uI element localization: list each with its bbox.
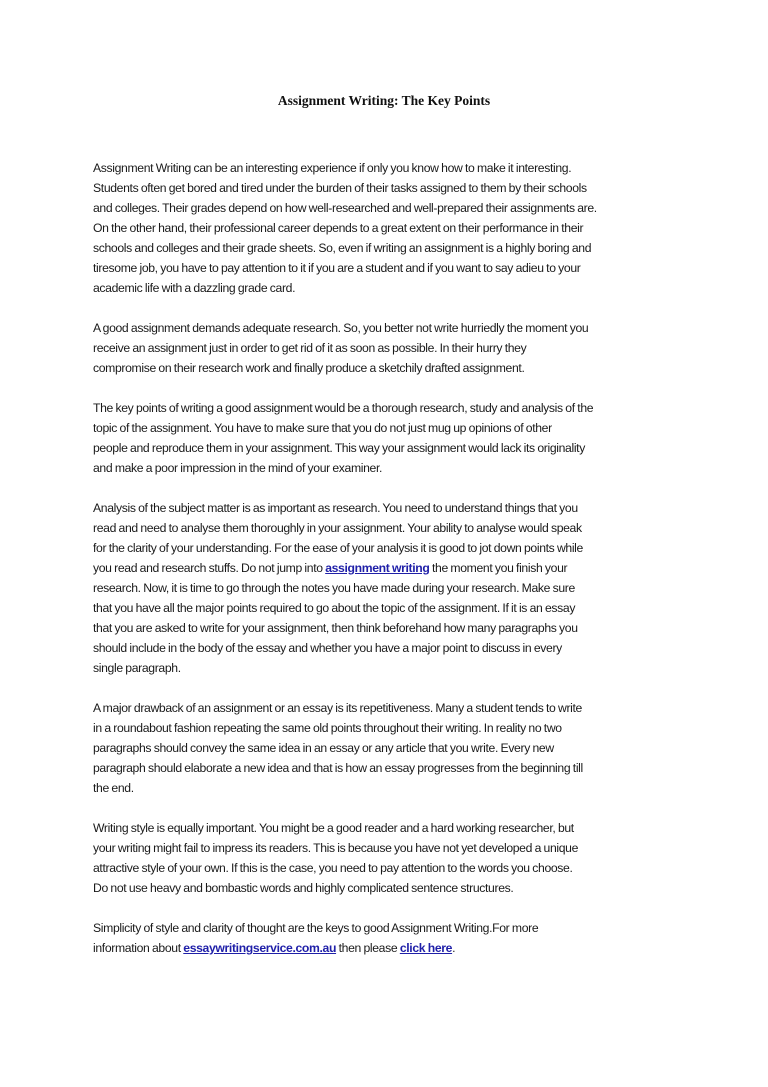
text-line: Analysis of the subject matter is as important as research. You need to understand things that you	[93, 501, 578, 515]
text-line: A good assignment demands adequate research. So, you better not write hurriedly the moment you	[93, 321, 589, 335]
text-line: academic life with a dazzling grade card.	[93, 281, 296, 295]
text-line: in a roundabout fashion repeating the same old points throughout their writing. In reality no two	[93, 721, 562, 735]
text-line: attractive style of your own. If this is the case, you need to pay attention to the words you choose.	[93, 861, 573, 875]
text-fragment: .	[452, 941, 456, 955]
paragraph-intro	[93, 158, 693, 298]
text-fragment: then please	[336, 941, 400, 955]
text-line: Students often get bored and tired under the burden of their tasks assigned to them by their schools	[93, 181, 587, 195]
paragraph-repetitiveness	[93, 698, 693, 798]
text-line: receive an assignment just in order to get rid of it as soon as possible. In their hurry they	[93, 341, 527, 355]
text-line: schools and colleges and their grade sheets. So, even if writing an assignment is a highly boring and	[93, 241, 592, 255]
text-line: people and reproduce them in your assignment. This way your assignment would lack its originality	[93, 441, 585, 455]
text-line: The key points of writing a good assignment would be a thorough research, study and analysis of the	[93, 401, 594, 415]
text-line: research. Now, it is time to go through the notes you have made during your research. Make sure	[93, 581, 575, 595]
text-line: topic of the assignment. You have to make sure that you do not just mug up opinions of other	[93, 421, 552, 435]
document-body	[93, 158, 693, 978]
text-line: compromise on their research work and finally produce a sketchily drafted assignment.	[93, 361, 525, 375]
text-line: that you have all the major points required to go about the topic of the assignment. If it is an essay	[93, 601, 576, 615]
text-line: Writing style is equally important. You might be a good reader and a hard working researcher, but	[93, 821, 574, 835]
paragraph-conclusion	[93, 918, 693, 958]
text-line: tiresome job, you have to pay attention to it if you are a student and if you want to say adieu to your	[93, 261, 581, 275]
text-line: should include in the body of the essay and whether you have a major point to discuss in every	[93, 641, 562, 655]
text-line: Simplicity of style and clarity of thought are the keys to good Assignment Writing.For more	[93, 921, 539, 935]
text-fragment: information about	[93, 941, 184, 955]
text-line: paragraphs should convey the same idea in an essay or any article that you write. Every new	[93, 741, 554, 755]
text-line: and colleges. Their grades depend on how well-researched and well-prepared their assignments are.	[93, 201, 597, 215]
text-line: paragraph should elaborate a new idea and that is how an essay progresses from the beginning till	[93, 761, 583, 775]
text-line: Assignment Writing can be an interesting experience if only you know how to make it interesting.	[93, 161, 572, 175]
essaywritingservice-link[interactable]: essaywritingservice.com.au	[183, 941, 337, 955]
text-line-with-link	[93, 558, 693, 578]
text-line: the end.	[93, 781, 134, 795]
assignment-writing-link[interactable]: assignment writing	[325, 561, 430, 575]
text-line: read and need to analyse them thoroughly in your assignment. Your ability to analyse would speak	[93, 521, 582, 535]
paragraph-analysis	[93, 498, 693, 678]
text-line: and make a poor impression in the mind of your examiner.	[93, 461, 383, 475]
text-line: single paragraph.	[93, 661, 181, 675]
text-line: that you are asked to write for your assignment, then think beforehand how many paragraphs you	[93, 621, 578, 635]
click-here-link[interactable]: click here	[399, 941, 453, 955]
paragraph-key-points	[93, 398, 693, 478]
text-line: for the clarity of your understanding. For the ease of your analysis it is good to jot down points while	[93, 541, 583, 555]
text-fragment: you read and research stuffs. Do not jump into	[93, 561, 326, 575]
text-line: your writing might fail to impress its readers. This is because you have not yet developed a unique	[93, 841, 579, 855]
text-line: On the other hand, their professional career depends to a great extent on their performance in their	[93, 221, 584, 235]
text-line: A major drawback of an assignment or an essay is its repetitiveness. Many a student tends to write	[93, 701, 582, 715]
text-line-with-links	[93, 938, 693, 958]
text-fragment: the moment you finish your	[429, 561, 568, 575]
paragraph-research	[93, 318, 693, 378]
page-title: Assignment Writing: The Key Points	[277, 93, 491, 108]
paragraph-writing-style	[93, 818, 693, 898]
text-line: Do not use heavy and bombastic words and highly complicated sentence structures.	[93, 881, 514, 895]
